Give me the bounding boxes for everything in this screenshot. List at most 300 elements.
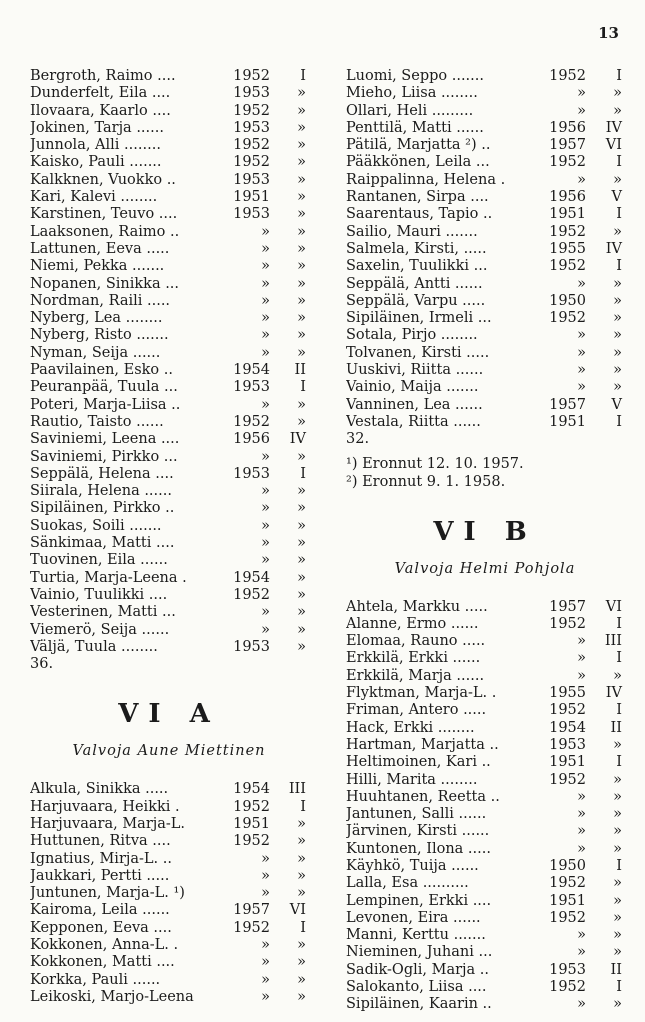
student-name: Friman, Antero ..... bbox=[346, 702, 487, 719]
student-name: Nyberg, Lea ........ bbox=[30, 310, 163, 327]
entry-year: 1952 bbox=[549, 154, 586, 171]
entry-year: 1951 bbox=[549, 754, 586, 771]
student-name: Bergroth, Raimo .... bbox=[30, 68, 176, 84]
list-item bbox=[30, 206, 308, 223]
footnote: ²) Eronnut 9. 1. 1958. bbox=[346, 473, 506, 490]
list-item bbox=[346, 85, 624, 102]
student-name: Nyman, Seija ...... bbox=[30, 344, 161, 361]
entry-year: 1952 bbox=[233, 137, 270, 154]
class-marker: I bbox=[616, 258, 622, 275]
class-marker: V bbox=[611, 396, 622, 413]
entry-year: » bbox=[577, 171, 586, 188]
student-name: Järvinen, Kirsti ...... bbox=[346, 823, 490, 840]
list-item bbox=[30, 622, 308, 639]
list-item bbox=[30, 535, 308, 552]
list-item bbox=[30, 154, 308, 171]
list-item bbox=[346, 276, 624, 293]
student-name: Elomaa, Rauno ..... bbox=[346, 633, 486, 650]
student-list bbox=[30, 781, 308, 1006]
class-marker: » bbox=[297, 833, 306, 850]
student-name: Flyktman, Marja-L. . bbox=[346, 685, 497, 702]
student-name: Huuhtanen, Reetta .. bbox=[346, 788, 500, 805]
student-name: Nordman, Raili ..... bbox=[30, 292, 171, 309]
entry-year: » bbox=[577, 788, 586, 805]
entry-year: » bbox=[261, 954, 270, 971]
student-name: Pääkkönen, Leila ... bbox=[346, 154, 490, 171]
entry-year: 1952 bbox=[549, 258, 586, 275]
class-marker: » bbox=[613, 909, 622, 926]
class-marker: » bbox=[613, 102, 622, 119]
student-name: Harjuvaara, Marja-L. bbox=[30, 815, 186, 832]
entry-year: » bbox=[577, 944, 586, 961]
class-marker: » bbox=[613, 840, 622, 857]
student-name: Karstinen, Teuvo .... bbox=[30, 206, 178, 223]
student-name: Suokas, Soili ....... bbox=[30, 517, 162, 534]
list-item bbox=[346, 875, 624, 892]
student-name: Lattunen, Eeva ..... bbox=[30, 240, 170, 257]
list-item bbox=[30, 449, 308, 466]
list-item bbox=[30, 937, 308, 954]
entry-year: 1952 bbox=[549, 875, 586, 892]
list-item bbox=[30, 902, 308, 919]
class-marker: » bbox=[297, 517, 306, 534]
class-marker: » bbox=[613, 327, 622, 344]
list-item bbox=[346, 616, 624, 633]
student-name: Junnola, Alli ........ bbox=[30, 137, 161, 154]
student-name: Saarentaus, Tapio .. bbox=[346, 206, 493, 223]
student-name: Sipiläinen, Pirkko .. bbox=[30, 500, 175, 517]
entry-year: 1952 bbox=[233, 586, 270, 603]
right-column bbox=[346, 68, 624, 1014]
class-marker: » bbox=[297, 240, 306, 257]
student-name: Kepponen, Eeva .... bbox=[30, 919, 172, 936]
class-marker: I bbox=[300, 68, 306, 84]
list-item bbox=[30, 241, 308, 258]
class-marker: » bbox=[613, 171, 622, 188]
student-name: Saxelin, Tuulikki ... bbox=[346, 258, 488, 275]
list-item bbox=[346, 310, 624, 327]
class-marker: » bbox=[613, 944, 622, 961]
list-item bbox=[346, 154, 624, 171]
class-marker: » bbox=[297, 223, 306, 240]
list-item bbox=[346, 103, 624, 120]
student-name: Ahtela, Markku ..... bbox=[346, 598, 488, 615]
class-marker: I bbox=[616, 413, 622, 430]
class-marker: » bbox=[297, 171, 306, 188]
list-item bbox=[30, 851, 308, 868]
student-name: Korkka, Pauli ...... bbox=[30, 971, 161, 988]
class-marker: » bbox=[613, 223, 622, 240]
entry-year: » bbox=[577, 927, 586, 944]
entry-year: 1950 bbox=[549, 292, 586, 309]
list-item bbox=[30, 570, 308, 587]
student-name: Mieho, Liisa ........ bbox=[346, 85, 478, 102]
student-name: Vainio, Maija ....... bbox=[346, 379, 479, 396]
student-name: Laaksonen, Raimo .. bbox=[30, 223, 180, 240]
entry-year: 1953 bbox=[233, 171, 270, 188]
list-item bbox=[346, 68, 624, 85]
class-marker: II bbox=[294, 362, 306, 379]
entry-year: 1952 bbox=[233, 154, 270, 171]
entry-year: 1952 bbox=[549, 223, 586, 240]
entry-year: 1953 bbox=[233, 638, 270, 655]
student-name: Sadik-Ogli, Marja .. bbox=[346, 961, 489, 978]
student-name: Seppälä, Helena .... bbox=[30, 465, 174, 482]
student-name: Harjuvaara, Heikki . bbox=[30, 798, 180, 815]
student-name: Vesterinen, Matti ... bbox=[30, 604, 176, 621]
entry-year: » bbox=[261, 604, 270, 621]
list-item bbox=[346, 823, 624, 840]
entry-year: » bbox=[577, 650, 586, 667]
entry-year: » bbox=[261, 885, 270, 902]
entry-year: 1951 bbox=[549, 413, 586, 430]
list-item bbox=[30, 954, 308, 971]
student-name: Käyhkö, Tuija ...... bbox=[346, 857, 479, 874]
entry-year: 1954 bbox=[233, 362, 270, 379]
entry-year: » bbox=[577, 840, 586, 857]
list-item bbox=[30, 972, 308, 989]
class-marker: II bbox=[610, 961, 622, 978]
class-marker: » bbox=[297, 500, 306, 517]
list-item bbox=[30, 833, 308, 850]
class-marker: » bbox=[613, 927, 622, 944]
list-item bbox=[346, 893, 624, 910]
class-marker: » bbox=[297, 413, 306, 430]
student-name: Kuntonen, Ilona ..... bbox=[346, 840, 491, 857]
list-item bbox=[346, 327, 624, 344]
list-item bbox=[346, 979, 624, 996]
student-name: Penttilä, Matti ...... bbox=[346, 119, 484, 136]
class-marker: » bbox=[613, 823, 622, 840]
section-title: VI B bbox=[433, 516, 537, 547]
class-marker: » bbox=[613, 806, 622, 823]
student-name: Siirala, Helena ...... bbox=[30, 483, 172, 500]
class-marker: » bbox=[297, 971, 306, 988]
student-name: Kaisko, Pauli ....... bbox=[30, 154, 162, 171]
entry-year: » bbox=[261, 850, 270, 867]
entry-year: » bbox=[577, 85, 586, 102]
class-marker: VI bbox=[605, 137, 622, 154]
class-marker: I bbox=[616, 650, 622, 667]
class-marker: I bbox=[616, 754, 622, 771]
class-marker: » bbox=[297, 937, 306, 954]
list-item bbox=[30, 552, 308, 569]
list-item bbox=[30, 172, 308, 189]
entry-year: » bbox=[261, 396, 270, 413]
class-marker: » bbox=[297, 310, 306, 327]
student-name: Vestala, Riitta ...... bbox=[346, 413, 481, 430]
class-marker: » bbox=[613, 788, 622, 805]
entry-year: 1956 bbox=[549, 189, 586, 206]
entry-year: » bbox=[261, 327, 270, 344]
entry-year: » bbox=[261, 988, 270, 1005]
student-name: Heltimoinen, Kari .. bbox=[346, 754, 491, 771]
class-total: 36. bbox=[30, 656, 54, 673]
list-item bbox=[346, 944, 624, 961]
class-marker: II bbox=[610, 719, 622, 736]
class-marker: » bbox=[297, 448, 306, 465]
student-name: Paavilainen, Esko .. bbox=[30, 362, 173, 379]
list-item bbox=[346, 137, 624, 154]
entry-year: 1952 bbox=[233, 833, 270, 850]
entry-year: 1952 bbox=[549, 771, 586, 788]
class-marker: I bbox=[616, 154, 622, 171]
class-marker: » bbox=[297, 327, 306, 344]
class-marker: » bbox=[613, 736, 622, 753]
class-marker: » bbox=[297, 954, 306, 971]
supervisor-name: Valvoja Helmi Pohjola bbox=[394, 560, 576, 577]
entry-year: 1954 bbox=[233, 781, 270, 798]
student-name: Ignatius, Mirja-L. .. bbox=[30, 850, 172, 867]
entry-year: » bbox=[261, 448, 270, 465]
student-name: Sänkimaa, Matti .... bbox=[30, 535, 175, 552]
list-item bbox=[346, 910, 624, 927]
list-item bbox=[346, 702, 624, 719]
footnote: ¹) Eronnut 12. 10. 1957. bbox=[346, 455, 524, 472]
class-marker: I bbox=[616, 68, 622, 84]
list-item bbox=[30, 310, 308, 327]
entry-year: 1951 bbox=[233, 189, 270, 206]
student-name: Peuranpää, Tuula ... bbox=[30, 379, 178, 396]
class-marker: » bbox=[297, 815, 306, 832]
entry-year: » bbox=[261, 310, 270, 327]
list-item bbox=[346, 189, 624, 206]
class-marker: » bbox=[613, 344, 622, 361]
class-marker: I bbox=[300, 379, 306, 396]
student-name: Kokkonen, Anna-L. . bbox=[30, 937, 179, 954]
class-marker: » bbox=[297, 867, 306, 884]
entry-year: 1954 bbox=[233, 569, 270, 586]
list-item bbox=[30, 466, 308, 483]
list-item bbox=[346, 720, 624, 737]
list-item bbox=[30, 68, 308, 85]
class-marker: » bbox=[297, 206, 306, 223]
list-item bbox=[30, 989, 308, 1006]
student-name: Poteri, Marja-Liisa .. bbox=[30, 396, 181, 413]
class-marker: » bbox=[297, 275, 306, 292]
student-name: Vanninen, Lea ...... bbox=[346, 396, 483, 413]
entry-year: 1951 bbox=[233, 815, 270, 832]
list-item bbox=[346, 668, 624, 685]
student-name: Erkkilä, Erkki ...... bbox=[346, 650, 481, 667]
entry-year: 1953 bbox=[549, 961, 586, 978]
entry-year: » bbox=[261, 223, 270, 240]
list-item bbox=[346, 962, 624, 979]
list-item bbox=[30, 868, 308, 885]
student-name: Rautio, Taisto ...... bbox=[30, 413, 164, 430]
student-name: Seppälä, Antti ...... bbox=[346, 275, 483, 292]
entry-year: 1952 bbox=[549, 68, 586, 84]
class-marker: » bbox=[297, 850, 306, 867]
entry-year: » bbox=[577, 362, 586, 379]
student-name: Sailio, Mauri ....... bbox=[346, 223, 478, 240]
entry-year: 1952 bbox=[549, 615, 586, 632]
list-item bbox=[30, 293, 308, 310]
student-name: Levonen, Eira ...... bbox=[346, 909, 481, 926]
list-item bbox=[346, 172, 624, 189]
list-item bbox=[346, 927, 624, 944]
student-name: Vainio, Tuulikki .... bbox=[30, 586, 168, 603]
list-item bbox=[30, 639, 308, 656]
class-marker: I bbox=[300, 465, 306, 482]
student-name: Saviniemi, Pirkko ... bbox=[30, 448, 178, 465]
list-item bbox=[30, 483, 308, 500]
entry-year: 1955 bbox=[549, 685, 586, 702]
class-marker: VI bbox=[289, 902, 306, 919]
class-marker: III bbox=[288, 781, 306, 798]
class-marker: » bbox=[613, 310, 622, 327]
left-column bbox=[30, 68, 308, 1006]
entry-year: 1952 bbox=[549, 979, 586, 996]
student-name: Nyberg, Risto ....... bbox=[30, 327, 169, 344]
student-name: Nieminen, Juhani ... bbox=[346, 944, 493, 961]
list-item bbox=[30, 85, 308, 102]
student-name: Sipiläinen, Irmeli ... bbox=[346, 310, 492, 327]
entry-year: 1952 bbox=[549, 909, 586, 926]
class-marker: VI bbox=[605, 598, 622, 615]
entry-year: 1954 bbox=[549, 719, 586, 736]
student-name: Turtia, Marja-Leena . bbox=[30, 569, 187, 586]
student-list bbox=[346, 599, 624, 1014]
list-item bbox=[30, 431, 308, 448]
class-marker: III bbox=[604, 633, 622, 650]
list-item bbox=[346, 650, 624, 667]
entry-year: 1952 bbox=[549, 702, 586, 719]
entry-year: » bbox=[261, 535, 270, 552]
class-marker: » bbox=[297, 119, 306, 136]
entry-year: 1953 bbox=[233, 119, 270, 136]
list-item bbox=[346, 293, 624, 310]
class-marker: » bbox=[297, 102, 306, 119]
student-name: Saviniemi, Leena .... bbox=[30, 431, 180, 448]
entry-year: 1956 bbox=[549, 119, 586, 136]
student-name: Lalla, Esa .......... bbox=[346, 875, 469, 892]
student-name: Viemerö, Seija ...... bbox=[30, 621, 170, 638]
list-item bbox=[30, 587, 308, 604]
list-item bbox=[346, 737, 624, 754]
entry-year: » bbox=[261, 937, 270, 954]
supervisor-name: Valvoja Aune Miettinen bbox=[72, 743, 266, 760]
entry-year: 1952 bbox=[233, 68, 270, 84]
class-marker: IV bbox=[289, 431, 306, 448]
entry-year: » bbox=[261, 483, 270, 500]
class-marker: I bbox=[300, 919, 306, 936]
list-item bbox=[30, 258, 308, 275]
entry-year: 1952 bbox=[549, 310, 586, 327]
list-item bbox=[346, 120, 624, 137]
class-marker: V bbox=[611, 189, 622, 206]
entry-year: » bbox=[577, 667, 586, 684]
student-name: Alkula, Sinikka ..... bbox=[30, 781, 169, 798]
student-name: Luomi, Seppo ....... bbox=[346, 68, 484, 84]
entry-year: » bbox=[261, 258, 270, 275]
entry-year: » bbox=[261, 240, 270, 257]
entry-year: » bbox=[261, 292, 270, 309]
student-name: Leikoski, Marjo-Leena bbox=[30, 988, 194, 1005]
list-item bbox=[30, 327, 308, 344]
student-name: Väljä, Tuula ........ bbox=[30, 638, 158, 655]
entry-year: » bbox=[261, 517, 270, 534]
student-name: Pätilä, Marjatta ²) .. bbox=[346, 137, 491, 154]
entry-year: » bbox=[577, 379, 586, 396]
entry-year: 1950 bbox=[549, 857, 586, 874]
entry-year: 1952 bbox=[233, 413, 270, 430]
list-item bbox=[346, 414, 624, 431]
section-title: VI A bbox=[118, 699, 220, 730]
student-name: Rantanen, Sirpa .... bbox=[346, 189, 489, 206]
class-marker: I bbox=[616, 206, 622, 223]
list-item bbox=[30, 885, 308, 902]
class-marker: » bbox=[297, 396, 306, 413]
list-item bbox=[346, 206, 624, 223]
class-marker: IV bbox=[605, 119, 622, 136]
list-item bbox=[346, 806, 624, 823]
class-marker: IV bbox=[605, 685, 622, 702]
student-name: Seppälä, Varpu ..... bbox=[346, 292, 486, 309]
entry-year: 1953 bbox=[233, 465, 270, 482]
class-marker: » bbox=[297, 885, 306, 902]
student-name: Uuskivi, Riitta ...... bbox=[346, 362, 484, 379]
class-marker: » bbox=[297, 344, 306, 361]
list-item bbox=[30, 276, 308, 293]
student-name: Kokkonen, Matti .... bbox=[30, 954, 175, 971]
list-item bbox=[346, 379, 624, 396]
list-item bbox=[30, 397, 308, 414]
student-name: Lempinen, Erkki .... bbox=[346, 892, 492, 909]
student-list bbox=[30, 68, 308, 656]
student-name: Jokinen, Tarja ...... bbox=[30, 119, 164, 136]
entry-year: » bbox=[261, 552, 270, 569]
class-marker: » bbox=[297, 988, 306, 1005]
entry-year: 1953 bbox=[233, 379, 270, 396]
list-item bbox=[30, 500, 308, 517]
class-marker: » bbox=[297, 154, 306, 171]
entry-year: 1953 bbox=[549, 736, 586, 753]
student-name: Dunderfelt, Eila .... bbox=[30, 85, 171, 102]
list-item bbox=[30, 799, 308, 816]
student-name: Kalkknen, Vuokko .. bbox=[30, 171, 176, 188]
student-name: Nopanen, Sinikka ... bbox=[30, 275, 180, 292]
list-item bbox=[30, 362, 308, 379]
list-item bbox=[30, 120, 308, 137]
student-name: Jaukkari, Pertti ..... bbox=[30, 867, 170, 884]
list-item bbox=[346, 224, 624, 241]
list-item bbox=[346, 754, 624, 771]
entry-year: 1951 bbox=[549, 892, 586, 909]
student-name: Niemi, Pekka ....... bbox=[30, 258, 165, 275]
list-item bbox=[346, 258, 624, 275]
list-item bbox=[30, 604, 308, 621]
class-marker: » bbox=[613, 667, 622, 684]
list-item bbox=[346, 362, 624, 379]
list-item bbox=[30, 103, 308, 120]
entry-year: 1955 bbox=[549, 240, 586, 257]
class-marker: I bbox=[616, 615, 622, 632]
class-marker: I bbox=[616, 857, 622, 874]
entry-year: » bbox=[261, 621, 270, 638]
class-marker: » bbox=[613, 379, 622, 396]
list-item bbox=[346, 772, 624, 789]
entry-year: » bbox=[261, 275, 270, 292]
list-item bbox=[30, 518, 308, 535]
class-total: 32. bbox=[346, 431, 370, 448]
entry-year: » bbox=[577, 806, 586, 823]
class-marker: » bbox=[297, 189, 306, 206]
list-item bbox=[346, 996, 624, 1013]
class-marker: » bbox=[613, 875, 622, 892]
class-marker: » bbox=[613, 275, 622, 292]
class-marker: » bbox=[613, 85, 622, 102]
